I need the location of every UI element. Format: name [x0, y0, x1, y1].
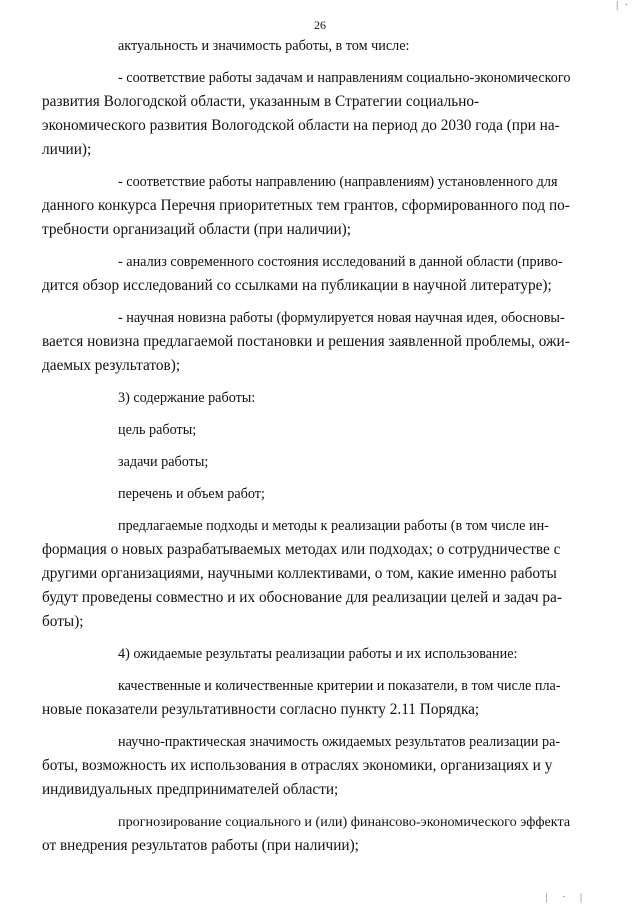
text-line: развития Вологодской области, указанным в Стратегии социально- [42, 93, 480, 110]
paragraph [80, 482, 606, 506]
text-line: - научная новизна работы (формулируется новая научная идея, обосновы- [118, 310, 565, 326]
paragraph-gap [80, 666, 606, 674]
text-line: боты); [42, 613, 84, 630]
text-line: перечень и объем работ; [118, 486, 265, 502]
text-line: 3) содержание работы: [118, 390, 256, 406]
paragraph-gap [80, 722, 606, 730]
text-line: 4) ожидаемые результаты реализации работы и их использование: [118, 646, 518, 662]
paragraph [42, 250, 606, 298]
paragraph [42, 66, 606, 162]
text-line: другими организациями, научными коллективами, о том, какие именно работы [42, 565, 557, 582]
paragraph-gap [80, 474, 606, 482]
paragraph [42, 170, 606, 242]
text-line: вается новизна предлагаемой постановки и решения заявленной проблемы, ожи- [42, 333, 570, 350]
text-line: личии); [42, 141, 92, 158]
scan-corner-mark: | · [616, 0, 630, 11]
paragraph-gap [80, 162, 606, 170]
text-line: формация о новых разрабатываемых методах или подходах; о сотрудничестве с [42, 541, 561, 558]
text-line: дится обзор исследований со ссылками на публикации в научной литературе); [42, 277, 552, 294]
paragraph [42, 306, 606, 378]
text-line: экономического развития Вологодской области на период до 2030 года (при на- [42, 117, 560, 134]
text-line: прогнозирование социального и (или) финансово-экономического эффекта [118, 814, 571, 830]
paragraph [80, 418, 606, 442]
text-line: - соответствие работы направлению (направлениям) установленного для [118, 174, 558, 190]
text-line: от внедрения результатов работы (при наличии); [42, 837, 359, 854]
paragraph-gap [80, 410, 606, 418]
document-body [42, 34, 606, 866]
paragraph [80, 450, 606, 474]
text-line: даемых результатов); [42, 357, 181, 374]
paragraph-gap [80, 58, 606, 66]
text-line: предлагаемые подходы и методы к реализации работы (в том числе ин- [118, 518, 549, 534]
paragraph-gap [80, 858, 606, 866]
text-line: научно-практическая значимость ожидаемых результатов реализации ра- [118, 734, 561, 750]
paragraph [42, 810, 606, 858]
text-line: будут проведены совместно и их обоснование для реализации целей и задач ра- [42, 589, 562, 606]
paragraph [80, 386, 606, 410]
text-line: - анализ современного состояния исследований в данной области (приво- [118, 254, 563, 270]
paragraph-gap [80, 634, 606, 642]
text-line: - соответствие работы задачам и направлениям социально-экономического [118, 70, 571, 86]
page-number: 26 [314, 18, 326, 32]
paragraph [80, 642, 606, 666]
text-line: требности организаций области (при наличии); [42, 221, 351, 238]
text-line: данного конкурса Перечня приоритетных тем грантов, сформированного под по- [42, 197, 570, 214]
paragraph [42, 730, 606, 802]
text-line: качественные и количественные критерии и показатели, в том числе пла- [118, 678, 561, 694]
paragraph [42, 674, 606, 722]
paragraph-gap [80, 378, 606, 386]
text-line: актуальность и значимость работы, в том числе: [118, 38, 410, 54]
paragraph [42, 514, 606, 634]
text-line: цель работы; [118, 422, 197, 438]
scan-bottom-mark: | · | [545, 892, 588, 903]
paragraph-gap [80, 242, 606, 250]
text-line: индивидуальных предпринимателей области; [42, 781, 339, 798]
paragraph-gap [80, 506, 606, 514]
text-line: боты, возможность их использования в отраслях экономики, организациях и у [42, 757, 553, 774]
paragraph-gap [80, 802, 606, 810]
paragraph-gap [80, 298, 606, 306]
text-line: новые показатели результативности согласно пункту 2.11 Порядка; [42, 701, 480, 718]
paragraph [80, 34, 606, 58]
paragraph-gap [80, 442, 606, 450]
text-line: задачи работы; [118, 454, 209, 470]
